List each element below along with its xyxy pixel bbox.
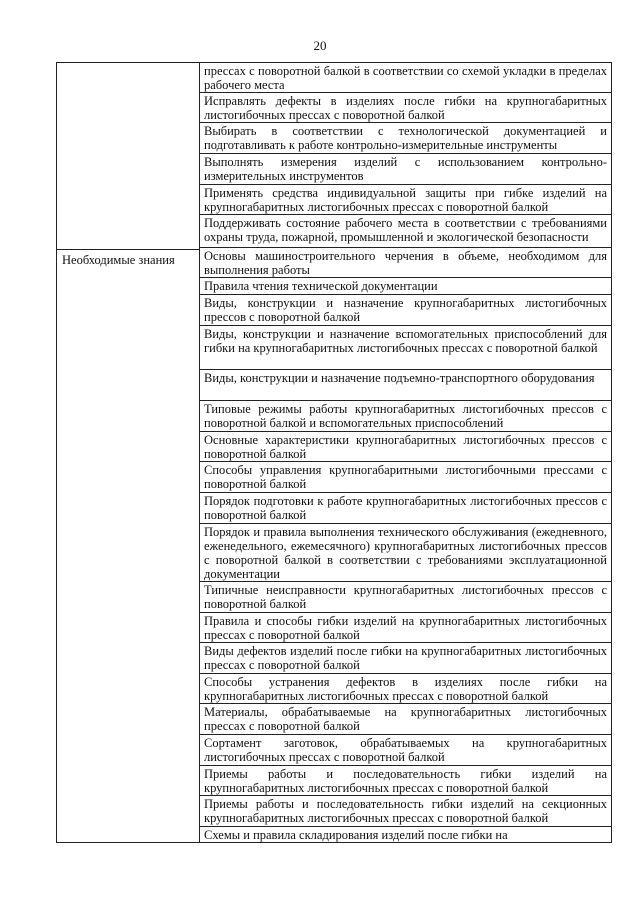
labor-action-row: прессах с поворотной балкой в соответствии со схемой укладки в пределах рабочего места	[200, 63, 611, 93]
labor-action-row: Выбирать в соответствии с технологической документацией и подготавливать к работе контрольно-измерительные инструменты	[200, 123, 611, 154]
knowledge-row: Типовые режимы работы крупногабаритных листогибочных прессов с поворотной балкой и вспомогательных приспособлений	[200, 401, 611, 432]
knowledge-section-label: Необходимые знания	[62, 253, 175, 267]
knowledge-row: Основные характеристики крупногабаритных листогибочных прессов с поворотной балкой	[200, 432, 611, 463]
knowledge-row: Типичные неисправности крупногабаритных листогибочных прессов с поворотной балкой	[200, 582, 611, 613]
labor-action-row: Применять средства индивидуальной защиты при гибке изделий на крупногабаритных листогибочных прессах с поворотной балкой	[200, 185, 611, 216]
knowledge-row: Порядок подготовки к работе крупногабаритных листогибочных прессов с поворотной балкой	[200, 493, 611, 524]
knowledge-row: Приемы работы и последовательность гибки изделий на секционных крупногабаритных листогибочных прессах с поворотной балкой	[200, 796, 611, 827]
labor-action-row: Исправлять дефекты в изделиях после гибки на крупногабаритных листогибочных прессах с поворотной балкой	[200, 93, 611, 124]
left-cell-labor-actions	[57, 63, 199, 250]
right-column	[200, 63, 611, 842]
knowledge-row: Порядок и правила выполнения технического обслуживания (ежедневного, еженедельного, ежемесячного) крупногабаритных листогибочных прессов с поворотной балкой в соответствии с требованиями эксплуатационной документации	[200, 524, 611, 582]
knowledge-row: Приемы работы и последовательность гибки изделий на крупногабаритных листогибочных прессах с поворотной балкой	[200, 766, 611, 797]
knowledge-row: Виды, конструкции и назначение вспомогательных приспособлений для гибки на крупногабаритных листогибочных прессах с поворотной балкой	[200, 326, 611, 370]
knowledge-row: Способы устранения дефектов в изделиях после гибки на крупногабаритных листогибочных прессах с поворотной балкой	[200, 674, 611, 705]
knowledge-row: Сортамент заготовок, обрабатываемых на крупногабаритных листогибочных прессах с поворотной балкой	[200, 735, 611, 766]
labor-action-row: Поддерживать состояние рабочего места в соответствии с требованиями охраны труда, пожарной, промышленной и экологической безопасности	[200, 215, 611, 248]
knowledge-row: Материалы, обрабатываемые на крупногабаритных листогибочных прессах с поворотной балкой	[200, 704, 611, 735]
knowledge-row: Способы управления крупногабаритными листогибочными прессами с поворотной балкой	[200, 462, 611, 493]
knowledge-row: Виды дефектов изделий после гибки на крупногабаритных листогибочных прессах с поворотной балкой	[200, 643, 611, 674]
knowledge-row: Виды, конструкции и назначение крупногабаритных листогибочных прессов с поворотной балкой	[200, 295, 611, 326]
knowledge-row: Основы машиностроительного черчения в объеме, необходимом для выполнения работы	[200, 248, 611, 279]
labor-action-row: Выполнять измерения изделий с использованием контрольно-измерительных инструментов	[200, 154, 611, 185]
requirements-table	[56, 62, 612, 843]
knowledge-row: Правила и способы гибки изделий на крупногабаритных листогибочных прессах с поворотной балкой	[200, 613, 611, 644]
knowledge-row: Правила чтения технической документации	[200, 278, 611, 295]
page-number: 20	[313, 38, 327, 53]
knowledge-row: Виды, конструкции и назначение подъемно-транспортного оборудования	[200, 370, 611, 401]
left-column	[57, 63, 200, 842]
knowledge-row: Схемы и правила складирования изделий после гибки на	[204, 828, 508, 842]
